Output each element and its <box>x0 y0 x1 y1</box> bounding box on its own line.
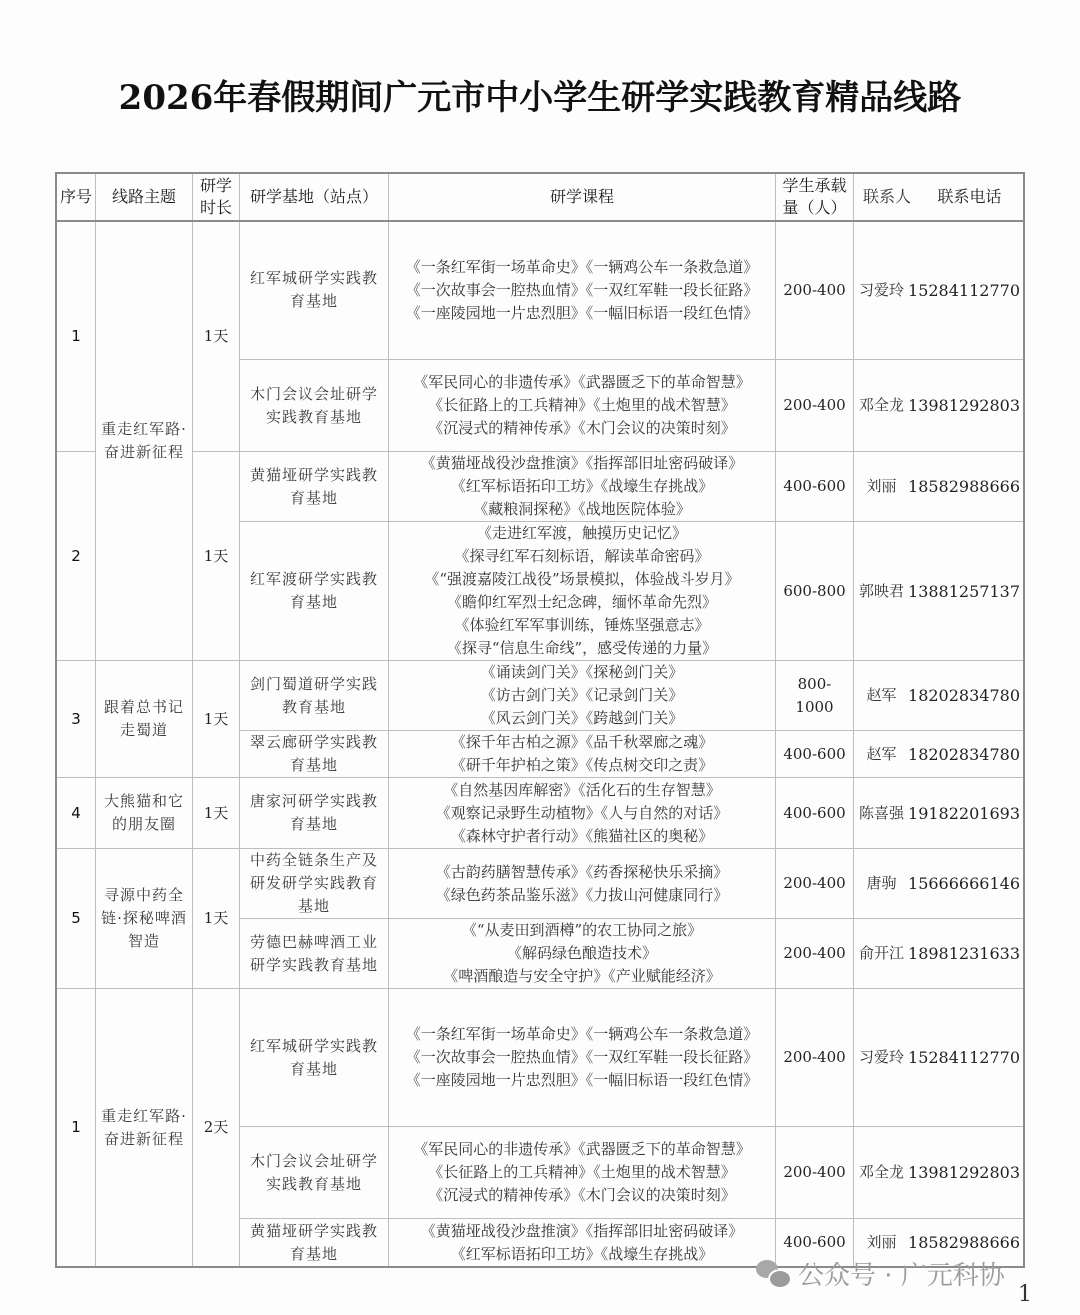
station-capacity: 600-800 <box>776 522 854 661</box>
route-seq: 1 <box>57 221 96 452</box>
contact-phone: 15284112770 <box>908 1048 1020 1067</box>
contact-name: 赵军 <box>866 744 897 763</box>
station-base: 剑门蜀道研学实践教育基地 <box>240 661 389 731</box>
course-line: 《红军标语拓印工坊》《战壕生存挑战》 <box>450 1244 714 1263</box>
station-base: 中药全链条生产及研发研学实践教育基地 <box>240 849 389 919</box>
course-line: 《体验红军军事训练，锤炼坚强意志》 <box>454 616 710 634</box>
watermark-text: 公众号 · 广元科协 <box>798 1261 1005 1291</box>
course-line: 《诵读剑门关》《探秘剑门关》 <box>480 663 684 681</box>
station-contact <box>854 360 1024 452</box>
course-line: 《啤酒酿造与安全守护》《产业赋能经济》 <box>443 967 721 985</box>
route-duration: 1天 <box>193 221 240 452</box>
route-duration: 1天 <box>193 452 240 661</box>
watermark <box>756 1255 1005 1292</box>
station-contact <box>854 452 1024 522</box>
station-base: 木门会议会址研学实践教育基地 <box>240 1127 389 1219</box>
course-line: 《藏粮洞探秘》《战地医院体验》 <box>473 500 691 518</box>
wechat-icon <box>756 1260 790 1288</box>
station-capacity: 400-600 <box>776 1219 854 1267</box>
routes-table <box>56 173 1024 1267</box>
station-courses <box>389 849 776 919</box>
contact-name: 刘丽 <box>866 1233 897 1251</box>
station-courses <box>389 452 776 522</box>
station-base: 黄猫垭研学实践教育基地 <box>240 452 389 522</box>
contact-phone: 18582988666 <box>908 477 1020 496</box>
contact-name: 邓全龙 <box>859 396 905 414</box>
station-base: 翠云廊研学实践教育基地 <box>240 731 389 778</box>
contact-phone: 15284112770 <box>908 280 1020 300</box>
route-theme: 跟着总书记走蜀道 <box>96 661 193 778</box>
course-line: 《沉浸式的精神传承》《木门会议的决策时刻》 <box>428 1186 736 1204</box>
course-line: 《一条红军街一场革命史》《一辆鸡公车一条救急道》 <box>405 257 759 276</box>
course-line: 《瞻仰红军烈士纪念碑，缅怀革命先烈》 <box>446 593 717 611</box>
course-line: 《红军标语拓印工坊》《战壕生存挑战》 <box>450 477 714 495</box>
contact-phone: 18582988666 <box>908 1233 1020 1252</box>
course-line: 《自然基因库解密》《活化石的生存智慧》 <box>443 780 721 799</box>
contact-phone: 13981292803 <box>908 396 1020 415</box>
course-line: 《一条红军街一场革命史》《一辆鸡公车一条救急道》 <box>405 1025 759 1043</box>
station-capacity: 200-400 <box>776 849 854 919</box>
course-line: 《研千年护柏之策》《传点树交印之责》 <box>450 756 714 774</box>
station-capacity: 400-600 <box>776 452 854 522</box>
table-row <box>57 989 1024 1127</box>
station-courses <box>389 522 776 661</box>
contact-name: 赵军 <box>866 686 897 704</box>
contact-phone: 18202834780 <box>908 744 1020 764</box>
table-row <box>57 849 1024 919</box>
contact-name: 郭映君 <box>859 581 905 600</box>
station-courses <box>389 731 776 778</box>
table-row <box>57 661 1024 731</box>
header-contact: 联系人 <box>862 186 911 206</box>
contact-name: 习爱玲 <box>859 280 905 299</box>
station-base: 木门会议会址研学实践教育基地 <box>240 360 389 452</box>
station-courses <box>389 221 776 360</box>
page-title: 2026年春假期间广元市中小学生研学实践教育精品线路 <box>118 78 962 118</box>
course-line: 《探千年古柏之源》《品千秋翠廊之魂》 <box>450 733 714 751</box>
station-capacity: 200-400 <box>776 360 854 452</box>
course-line: 《黄猫垭战役沙盘推演》《指挥部旧址密码破译》 <box>420 1221 744 1240</box>
station-courses <box>389 360 776 452</box>
station-courses <box>389 1219 776 1267</box>
course-line: 《军民同心的非遗传承》《武器匮乏下的革命智慧》 <box>413 373 751 391</box>
route-duration: 2天 <box>193 989 240 1267</box>
station-base: 劳德巴赫啤酒工业研学实践教育基地 <box>240 919 389 989</box>
station-contact <box>854 919 1024 989</box>
station-capacity: 400-600 <box>776 731 854 778</box>
contact-phone: 18202834780 <box>908 686 1020 705</box>
course-line: 《“强渡嘉陵江战役”场景模拟，体验战斗岁月》 <box>424 570 740 588</box>
route-seq: 3 <box>57 661 96 778</box>
station-contact <box>854 778 1024 849</box>
header-seq: 序号 <box>57 174 96 221</box>
contact-phone: 15666666146 <box>908 874 1020 893</box>
station-courses <box>389 778 776 849</box>
station-contact <box>854 1127 1024 1219</box>
header-contact-phone <box>854 174 1024 221</box>
course-line: 《探寻“信息生命线”，感受传递的力量》 <box>446 639 718 657</box>
course-line: 《军民同心的非遗传承》《武器匮乏下的革命智慧》 <box>413 1140 751 1158</box>
course-line: 《访古剑门关》《记录剑门关》 <box>480 686 684 704</box>
route-duration: 1天 <box>193 849 240 989</box>
route-seq: 1 <box>57 989 96 1267</box>
course-line: 《解码绿色酿造技术》 <box>506 944 657 962</box>
course-line: 《古韵药膳智慧传承》《药香探秘快乐采摘》 <box>435 862 729 881</box>
header-theme: 线路主题 <box>96 174 193 221</box>
route-duration: 1天 <box>193 661 240 778</box>
course-line: 《长征路上的工兵精神》《土炮里的战术智慧》 <box>428 1163 736 1181</box>
station-contact <box>854 989 1024 1127</box>
route-duration: 1天 <box>193 778 240 849</box>
header-duration: 研学时长 <box>193 174 240 221</box>
station-courses <box>389 661 776 731</box>
route-theme: 重走红军路·奋进新征程 <box>96 221 193 661</box>
station-capacity: 200-400 <box>776 1127 854 1219</box>
contact-name: 俞开江 <box>859 944 905 962</box>
route-seq: 2 <box>57 452 96 661</box>
station-base: 黄猫垭研学实践教育基地 <box>240 1219 389 1267</box>
contact-name: 邓全龙 <box>859 1163 905 1181</box>
route-seq: 5 <box>57 849 96 989</box>
course-line: 《一次故事会一腔热血情》《一双红军鞋一段长征路》 <box>405 280 759 299</box>
station-capacity: 200-400 <box>776 919 854 989</box>
station-contact <box>854 522 1024 661</box>
header-capacity: 学生承载量（人） <box>776 174 854 221</box>
station-contact <box>854 221 1024 360</box>
header-phone: 联系电话 <box>937 186 1002 206</box>
contact-phone: 18981231633 <box>908 944 1020 963</box>
contact-name: 唐驹 <box>866 874 897 892</box>
contact-name: 陈喜强 <box>859 803 905 822</box>
station-contact <box>854 731 1024 778</box>
route-theme: 大熊猫和它的朋友圈 <box>96 778 193 849</box>
station-capacity: 200-400 <box>776 989 854 1127</box>
course-line: 《森林守护者行动》《熊猫社区的奥秘》 <box>450 826 714 845</box>
table-row <box>57 452 1024 522</box>
table-header-row <box>57 174 1024 221</box>
course-line: 《沉浸式的精神传承》《木门会议的决策时刻》 <box>428 419 736 437</box>
header-courses: 研学课程 <box>389 174 776 221</box>
contact-name: 刘丽 <box>866 477 897 495</box>
station-courses <box>389 919 776 989</box>
station-base: 红军渡研学实践教育基地 <box>240 522 389 661</box>
contact-phone: 13981292803 <box>908 1163 1020 1182</box>
station-base: 红军城研学实践教育基地 <box>240 989 389 1127</box>
contact-name: 习爱玲 <box>859 1048 905 1066</box>
course-line: 《探寻红军石刻标语，解读革命密码》 <box>454 547 710 565</box>
course-line: 《长征路上的工兵精神》《土炮里的战术智慧》 <box>428 396 736 414</box>
station-base: 红军城研学实践教育基地 <box>240 221 389 360</box>
station-capacity: 800-1000 <box>776 661 854 731</box>
contact-phone: 19182201693 <box>908 803 1020 823</box>
station-base: 唐家河研学实践教育基地 <box>240 778 389 849</box>
station-courses <box>389 989 776 1127</box>
course-line: 《“从麦田到酒樽”的农工协同之旅》 <box>461 921 703 939</box>
course-line: 《一座陵园地一片忠烈胆》《一幅旧标语一段红色情》 <box>405 303 759 322</box>
table-row <box>57 221 1024 360</box>
course-line: 《黄猫垭战役沙盘推演》《指挥部旧址密码破译》 <box>420 454 744 472</box>
course-line: 《风云剑门关》《跨越剑门关》 <box>480 709 684 727</box>
route-theme: 重走红军路·奋进新征程 <box>96 989 193 1267</box>
station-capacity: 400-600 <box>776 778 854 849</box>
course-line: 《一座陵园地一片忠烈胆》《一幅旧标语一段红色情》 <box>405 1071 759 1089</box>
contact-phone: 13881257137 <box>908 581 1020 601</box>
station-contact <box>854 661 1024 731</box>
station-contact <box>854 849 1024 919</box>
header-base: 研学基地（站点） <box>240 174 389 221</box>
table-row <box>57 778 1024 849</box>
route-seq: 4 <box>57 778 96 849</box>
course-line: 《走进红军渡，触摸历史记忆》 <box>476 524 687 542</box>
station-courses <box>389 1127 776 1219</box>
course-line: 《一次故事会一腔热血情》《一双红军鞋一段长征路》 <box>405 1048 759 1066</box>
route-theme: 寻源中药全链·探秘啤酒智造 <box>96 849 193 989</box>
course-line: 《绿色药茶品鉴乐滋》《力拔山河健康同行》 <box>435 885 729 904</box>
page-number: 1 <box>1018 1282 1032 1307</box>
course-line: 《观察记录野生动植物》《人与自然的对话》 <box>435 803 729 822</box>
station-capacity: 200-400 <box>776 221 854 360</box>
